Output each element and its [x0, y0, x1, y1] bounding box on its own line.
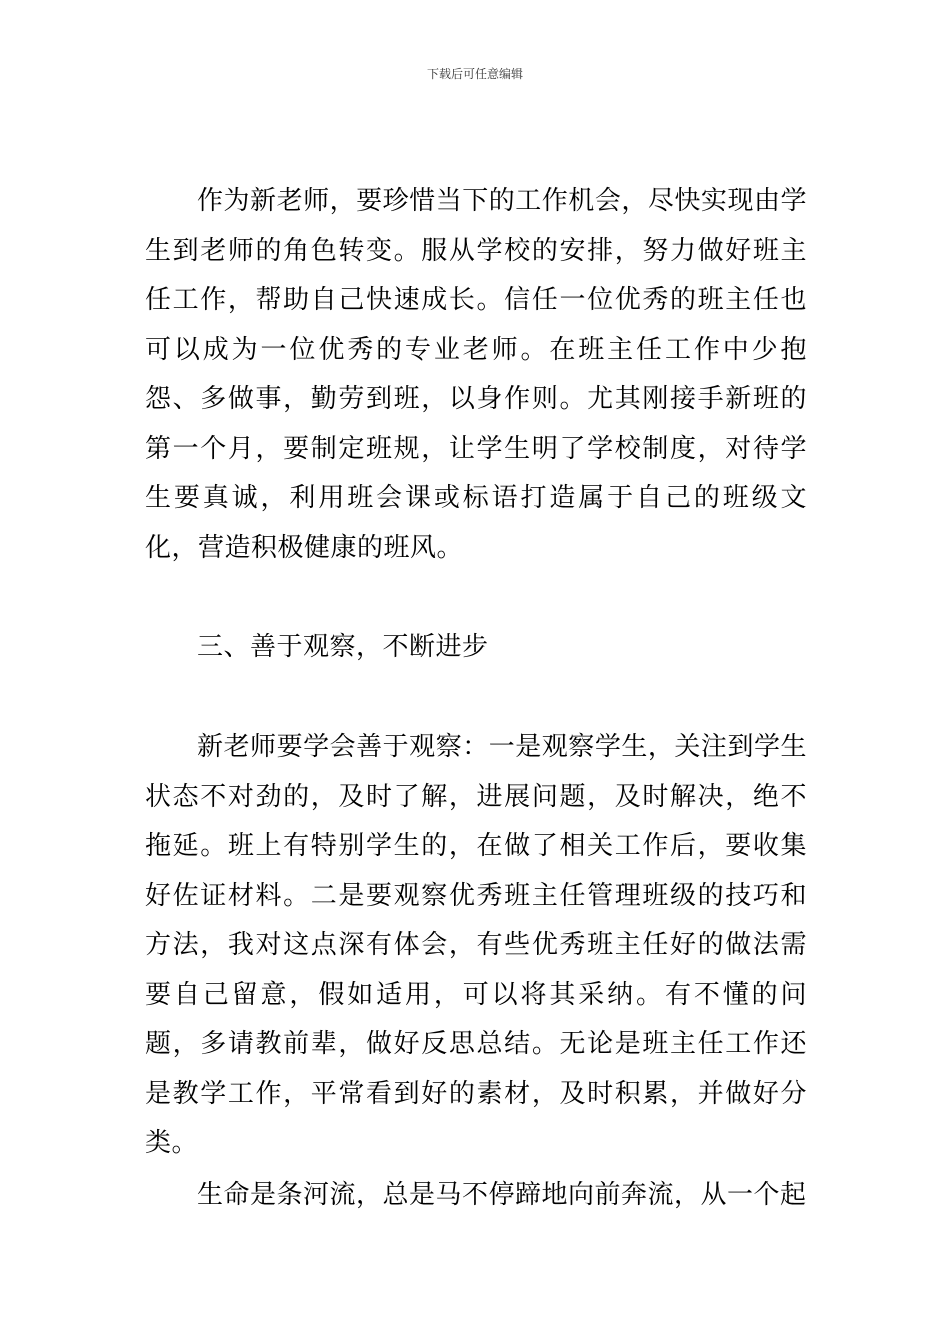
section-heading-three: 三、善于观察，不断进步 [197, 632, 489, 662]
paragraph-observation: 新老师要学会善于观察：一是观察学生，关注到学生状态不对劲的，及时了解，进展问题，及时解决，绝不拖延。班上有特别学生的，在做了相关工作后，要收集好佐证材料。二是要观察优秀班主任管理班级的技巧和方法，我对这点深有体会，有些优秀班主任好的做法需要自己留意，假如适用，可以将其采纳。有不懂的问题，多请教前辈，做好反思总结。无论是班主任工作还是教学工作，平常看到好的素材，及时积累，并做好分类。 [145, 732, 807, 1158]
page-header: 下载后可任意编辑 [426, 67, 523, 81]
paragraph-life-river: 生命是条河流，总是马不停蹄地向前奔流，从一个起 [197, 1180, 807, 1210]
paragraph-role-transition: 作为新老师，要珍惜当下的工作机会，尽快实现由学生到老师的角色转变。服从学校的安排，努力做好班主任工作，帮助自己快速成长。信任一位优秀的班主任也可以成为一位优秀的专业老师。在班主任工作中少抱怨、多做事，勤劳到班，以身作则。尤其刚接手新班的第一个月，要制定班规，让学生明了学校制度，对待学生要真诚，利用班会课或标语打造属于自己的班级文化，营造积极健康的班风。 [145, 186, 807, 563]
